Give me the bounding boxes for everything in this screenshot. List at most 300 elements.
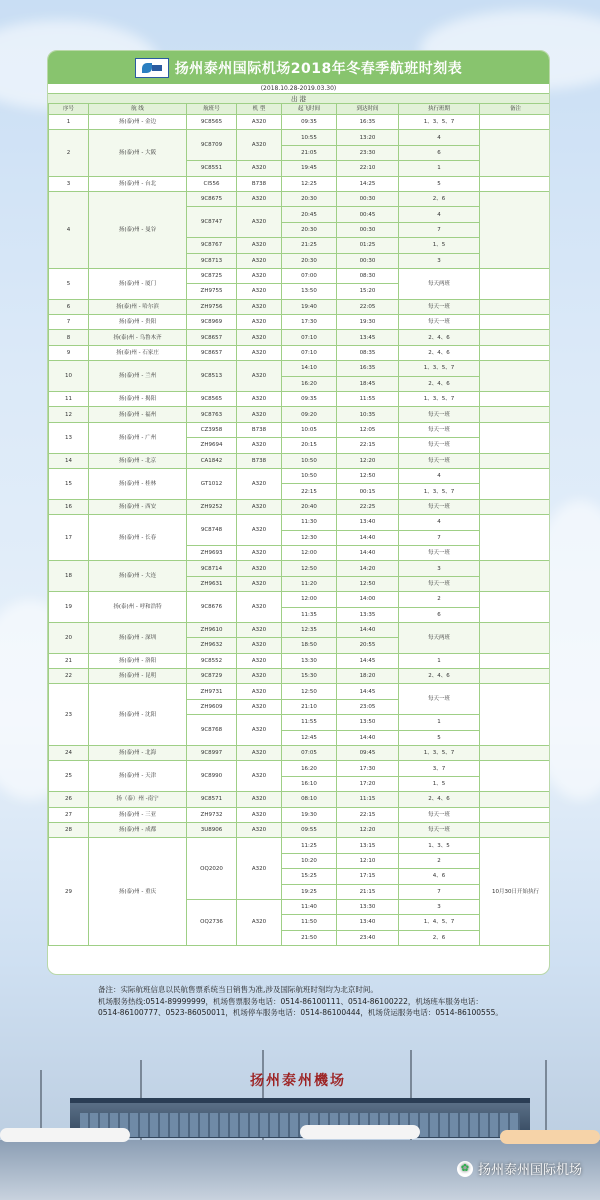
departure-time-cell: 16:10 xyxy=(282,776,337,791)
table-row xyxy=(49,499,551,514)
departure-time-cell: 20:30 xyxy=(282,222,337,237)
flight-table xyxy=(48,103,550,946)
flight-number-cell: 9C8729 xyxy=(187,669,237,684)
remarks-cell xyxy=(480,315,551,330)
flight-number-cell: ZH9731 xyxy=(187,684,237,699)
schedule-cell: 每天一班 xyxy=(399,545,480,560)
table-row xyxy=(49,330,551,345)
aircraft-type-cell: A320 xyxy=(237,515,282,546)
row-number: 7 xyxy=(49,315,89,330)
remarks-cell xyxy=(480,499,551,514)
aircraft-type-cell: A320 xyxy=(237,161,282,176)
arrival-time-cell: 13:30 xyxy=(337,899,399,914)
schedule-cell: 每天一班 xyxy=(399,407,480,422)
schedule-cell: 每天一班 xyxy=(399,453,480,468)
schedule-cell: 2、4、6 xyxy=(399,345,480,360)
arrival-time-cell: 12:50 xyxy=(337,468,399,483)
flight-number-cell: 9C8747 xyxy=(187,207,237,238)
table-row xyxy=(49,822,551,837)
departure-time-cell: 15:30 xyxy=(282,669,337,684)
arrival-time-cell: 13:40 xyxy=(337,515,399,530)
table-row xyxy=(49,669,551,684)
schedule-cell: 1、3、5、7 xyxy=(399,115,480,130)
flight-number-cell: 9C8713 xyxy=(187,253,237,268)
departure-time-cell: 11:40 xyxy=(282,899,337,914)
route-cell: 扬(泰)州 - 成都 xyxy=(89,822,187,837)
schedule-cell: 2、6 xyxy=(399,191,480,206)
aircraft-type-cell: A320 xyxy=(237,468,282,499)
arrival-time-cell: 14:40 xyxy=(337,530,399,545)
arrival-time-cell: 11:55 xyxy=(337,392,399,407)
schedule-cell: 2、4、6 xyxy=(399,669,480,684)
flight-number-cell: 9C8725 xyxy=(187,268,237,283)
departure-time-cell: 09:35 xyxy=(282,115,337,130)
flight-number-cell: ZH9632 xyxy=(187,638,237,653)
table-row xyxy=(49,746,551,761)
departure-time-cell: 19:25 xyxy=(282,884,337,899)
table-row xyxy=(49,622,551,637)
airplane xyxy=(0,1128,130,1142)
arrival-time-cell: 00:30 xyxy=(337,222,399,237)
arrival-time-cell: 22:15 xyxy=(337,807,399,822)
departure-time-cell: 13:50 xyxy=(282,284,337,299)
flight-number-cell: 9C8709 xyxy=(187,130,237,161)
column-header: 到达时间 xyxy=(337,104,399,115)
arrival-time-cell: 16:35 xyxy=(337,115,399,130)
flight-number-cell: OQ2020 xyxy=(187,838,237,900)
route-cell: 扬(泰)州 - 昆明 xyxy=(89,669,187,684)
remarks-cell xyxy=(480,191,551,268)
departure-time-cell: 12:25 xyxy=(282,176,337,191)
schedule-cell: 6 xyxy=(399,607,480,622)
schedule-cell: 4、6 xyxy=(399,869,480,884)
aircraft-type-cell: A320 xyxy=(237,638,282,653)
flight-number-cell: ZH9631 xyxy=(187,576,237,591)
aircraft-type-cell: A320 xyxy=(237,238,282,253)
schedule-cell: 1、4、5、7 xyxy=(399,915,480,930)
schedule-cell: 每天一班 xyxy=(399,684,480,715)
route-cell: 扬(泰)州 - 广州 xyxy=(89,422,187,453)
departure-time-cell: 11:55 xyxy=(282,715,337,730)
departure-time-cell: 20:45 xyxy=(282,207,337,222)
remarks-cell xyxy=(480,330,551,345)
table-row xyxy=(49,515,551,530)
schedule-cell: 每天一班 xyxy=(399,422,480,437)
row-number: 20 xyxy=(49,622,89,653)
aircraft-type-cell: A320 xyxy=(237,699,282,714)
aircraft-type-cell: A320 xyxy=(237,361,282,392)
table-row xyxy=(49,115,551,130)
schedule-cell: 3、7 xyxy=(399,761,480,776)
flight-number-cell: 9C8571 xyxy=(187,792,237,807)
flight-number-cell: 9C8565 xyxy=(187,115,237,130)
airplane xyxy=(300,1125,420,1139)
watermark-text: 扬州泰州国际机场 xyxy=(477,1163,582,1178)
arrival-time-cell: 14:45 xyxy=(337,684,399,699)
table-row xyxy=(49,422,551,437)
schedule-cell: 每天一班 xyxy=(399,315,480,330)
row-number: 19 xyxy=(49,592,89,623)
route-cell: 扬(泰)州 - 石家庄 xyxy=(89,345,187,360)
remarks-cell xyxy=(480,115,551,130)
departure-time-cell: 18:50 xyxy=(282,638,337,653)
flight-number-cell: 3U8906 xyxy=(187,822,237,837)
schedule-cell: 3 xyxy=(399,253,480,268)
aircraft-type-cell: A320 xyxy=(237,407,282,422)
flight-number-cell: GT1012 xyxy=(187,468,237,499)
flight-number-cell: CA1842 xyxy=(187,453,237,468)
flight-number-cell: 9C8565 xyxy=(187,392,237,407)
row-number: 24 xyxy=(49,746,89,761)
departure-time-cell: 19:40 xyxy=(282,299,337,314)
route-cell: 扬(泰)州 - 贵阳 xyxy=(89,315,187,330)
aircraft-type-cell: A320 xyxy=(237,807,282,822)
arrival-time-cell: 15:20 xyxy=(337,284,399,299)
route-cell: 扬(泰)州 - 台北 xyxy=(89,176,187,191)
flight-number-cell: 9C8551 xyxy=(187,161,237,176)
arrival-time-cell: 13:50 xyxy=(337,715,399,730)
aircraft-type-cell: A320 xyxy=(237,622,282,637)
schedule-cell: 5 xyxy=(399,176,480,191)
arrival-time-cell: 22:10 xyxy=(337,161,399,176)
route-cell: 扬(泰)州 - 沈阳 xyxy=(89,684,187,746)
flight-number-cell: 9C8714 xyxy=(187,561,237,576)
departure-time-cell: 12:00 xyxy=(282,545,337,560)
table-row xyxy=(49,176,551,191)
aircraft-type-cell: A320 xyxy=(237,253,282,268)
departure-time-cell: 20:40 xyxy=(282,499,337,514)
schedule-period: (2018.10.28-2019.03.30) xyxy=(260,85,337,92)
table-row xyxy=(49,191,551,206)
remarks-cell xyxy=(480,176,551,191)
departure-time-cell: 12:30 xyxy=(282,530,337,545)
row-number: 1 xyxy=(49,115,89,130)
arrival-time-cell: 20:55 xyxy=(337,638,399,653)
arrival-time-cell: 09:45 xyxy=(337,746,399,761)
route-cell: 扬(泰)州 - 桂林 xyxy=(89,468,187,499)
departure-time-cell: 07:10 xyxy=(282,345,337,360)
flight-number-cell: CZ3958 xyxy=(187,422,237,437)
row-number: 6 xyxy=(49,299,89,314)
route-cell: 扬(泰)州 - 大连 xyxy=(89,561,187,592)
aircraft-type-cell: A320 xyxy=(237,899,282,945)
wechat-icon: ✿ xyxy=(457,1161,473,1177)
row-number: 22 xyxy=(49,669,89,684)
route-cell: 扬(泰)州 - 呼和浩特 xyxy=(89,592,187,623)
aircraft-type-cell: A320 xyxy=(237,746,282,761)
arrival-time-cell: 14:40 xyxy=(337,622,399,637)
departure-time-cell: 19:45 xyxy=(282,161,337,176)
departure-time-cell: 11:25 xyxy=(282,838,337,853)
flight-number-cell: 9C8675 xyxy=(187,191,237,206)
airplane xyxy=(500,1130,600,1144)
row-number: 13 xyxy=(49,422,89,453)
timetable-header xyxy=(48,51,549,84)
row-number: 8 xyxy=(49,330,89,345)
arrival-time-cell: 13:45 xyxy=(337,330,399,345)
schedule-cell: 1、5 xyxy=(399,238,480,253)
row-number: 14 xyxy=(49,453,89,468)
flight-number-cell: 9C8748 xyxy=(187,515,237,546)
remarks-cell xyxy=(480,592,551,623)
aircraft-type-cell: A320 xyxy=(237,392,282,407)
departure-time-cell: 10:20 xyxy=(282,853,337,868)
arrival-time-cell: 23:05 xyxy=(337,699,399,714)
table-row xyxy=(49,792,551,807)
timetable-card xyxy=(47,50,550,975)
row-number: 18 xyxy=(49,561,89,592)
arrival-time-cell: 00:30 xyxy=(337,191,399,206)
flight-number-cell: 9C8657 xyxy=(187,330,237,345)
aircraft-type-cell: A320 xyxy=(237,545,282,560)
arrival-time-cell: 17:20 xyxy=(337,776,399,791)
schedule-cell: 每天一班 xyxy=(399,822,480,837)
flight-number-cell: ZH9609 xyxy=(187,699,237,714)
departure-time-cell: 08:10 xyxy=(282,792,337,807)
flight-number-cell: CI556 xyxy=(187,176,237,191)
flight-number-cell: 9C8767 xyxy=(187,238,237,253)
departure-time-cell: 10:50 xyxy=(282,453,337,468)
flight-number-cell: 9C8763 xyxy=(187,407,237,422)
schedule-cell: 每天一班 xyxy=(399,299,480,314)
route-cell: 扬(泰)州 - 哈尔滨 xyxy=(89,299,187,314)
route-cell: 扬(泰)州 - 大阪 xyxy=(89,130,187,176)
departure-time-cell: 07:00 xyxy=(282,268,337,283)
remarks-cell xyxy=(480,422,551,453)
route-cell: 扬(泰)州 - 北海 xyxy=(89,746,187,761)
row-number: 5 xyxy=(49,268,89,299)
aircraft-type-cell: A320 xyxy=(237,576,282,591)
aircraft-type-cell: A320 xyxy=(237,191,282,206)
arrival-time-cell: 18:20 xyxy=(337,669,399,684)
route-cell: 扬(泰)州 - 深圳 xyxy=(89,622,187,653)
note-line: 机场服务热线:0514-89999999，机场售票服务电话：0514-86100111、0514-86100222，机场班车服务电话： xyxy=(98,996,483,1006)
flight-number-cell: 9C8990 xyxy=(187,761,237,792)
departure-time-cell: 09:20 xyxy=(282,407,337,422)
remarks-cell xyxy=(480,345,551,360)
row-number: 23 xyxy=(49,684,89,746)
aircraft-type-cell: A320 xyxy=(237,284,282,299)
remarks-cell xyxy=(480,299,551,314)
aircraft-type-cell: A320 xyxy=(237,115,282,130)
departure-time-cell: 10:55 xyxy=(282,130,337,145)
airport-logo xyxy=(135,58,169,78)
route-cell: 扬（泰）州 -南宁 xyxy=(89,792,187,807)
flight-number-cell: ZH9756 xyxy=(187,299,237,314)
table-row xyxy=(49,299,551,314)
table-row xyxy=(49,807,551,822)
departure-time-cell: 15:25 xyxy=(282,869,337,884)
departure-time-cell: 09:35 xyxy=(282,392,337,407)
arrival-time-cell: 13:40 xyxy=(337,915,399,930)
remarks-cell xyxy=(480,653,551,668)
aircraft-type-cell: B738 xyxy=(237,422,282,437)
column-header: 航班号 xyxy=(187,104,237,115)
remarks-cell xyxy=(480,468,551,499)
arrival-time-cell: 22:05 xyxy=(337,299,399,314)
aircraft-type-cell: A320 xyxy=(237,592,282,623)
remarks-cell xyxy=(480,684,551,746)
remarks-cell xyxy=(480,407,551,422)
row-number: 27 xyxy=(49,807,89,822)
remarks-cell xyxy=(480,761,551,792)
schedule-cell: 4 xyxy=(399,515,480,530)
arrival-time-cell: 22:15 xyxy=(337,438,399,453)
aircraft-type-cell: A320 xyxy=(237,761,282,792)
arrival-time-cell: 22:25 xyxy=(337,499,399,514)
schedule-cell: 4 xyxy=(399,468,480,483)
aircraft-type-cell: B738 xyxy=(237,453,282,468)
schedule-cell: 2、6 xyxy=(399,930,480,945)
row-number: 28 xyxy=(49,822,89,837)
arrival-time-cell: 12:10 xyxy=(337,853,399,868)
route-cell: 扬(泰)州 - 揭阳 xyxy=(89,392,187,407)
route-cell: 扬(泰)州 - 三亚 xyxy=(89,807,187,822)
column-header: 备注 xyxy=(480,104,551,115)
schedule-cell: 7 xyxy=(399,530,480,545)
flight-number-cell: ZH9732 xyxy=(187,807,237,822)
arrival-time-cell: 14:45 xyxy=(337,653,399,668)
flight-number-cell: ZH9693 xyxy=(187,545,237,560)
remarks-cell xyxy=(480,622,551,653)
flight-number-cell: ZH9610 xyxy=(187,622,237,637)
aircraft-type-cell: A320 xyxy=(237,268,282,283)
aircraft-type-cell: A320 xyxy=(237,792,282,807)
arrival-time-cell: 17:15 xyxy=(337,869,399,884)
arrival-time-cell: 08:35 xyxy=(337,345,399,360)
arrival-time-cell: 17:30 xyxy=(337,761,399,776)
schedule-cell: 每天一班 xyxy=(399,438,480,453)
flight-number-cell: 9C8997 xyxy=(187,746,237,761)
departure-time-cell: 12:50 xyxy=(282,561,337,576)
arrival-time-cell: 23:30 xyxy=(337,145,399,160)
route-cell: 扬(泰)州 - 金边 xyxy=(89,115,187,130)
table-row xyxy=(49,684,551,699)
remarks-cell xyxy=(480,561,551,592)
arrival-time-cell: 21:15 xyxy=(337,884,399,899)
aircraft-type-cell: A320 xyxy=(237,499,282,514)
row-number: 26 xyxy=(49,792,89,807)
route-cell: 扬(泰)州 - 福州 xyxy=(89,407,187,422)
departure-time-cell: 14:10 xyxy=(282,361,337,376)
arrival-time-cell: 00:45 xyxy=(337,207,399,222)
schedule-cell: 每天两班 xyxy=(399,622,480,653)
departure-time-cell: 21:05 xyxy=(282,145,337,160)
row-number: 2 xyxy=(49,130,89,176)
airport-logo-icon xyxy=(140,62,164,74)
row-number: 9 xyxy=(49,345,89,360)
schedule-cell: 每天一班 xyxy=(399,499,480,514)
departure-time-cell: 07:10 xyxy=(282,330,337,345)
row-number: 3 xyxy=(49,176,89,191)
aircraft-type-cell: A320 xyxy=(237,345,282,360)
departure-time-cell: 11:30 xyxy=(282,515,337,530)
aircraft-type-cell: A320 xyxy=(237,653,282,668)
aircraft-type-cell: B738 xyxy=(237,176,282,191)
table-row xyxy=(49,407,551,422)
departure-time-cell: 12:35 xyxy=(282,622,337,637)
departure-time-cell: 19:30 xyxy=(282,807,337,822)
departure-time-cell: 12:50 xyxy=(282,684,337,699)
flight-number-cell: 9C8552 xyxy=(187,653,237,668)
schedule-cell: 2 xyxy=(399,853,480,868)
building-sign: 扬州泰州機场 xyxy=(250,1073,346,1089)
flight-number-cell: 9C8969 xyxy=(187,315,237,330)
aircraft-type-cell: A320 xyxy=(237,130,282,161)
schedule-cell: 每天一班 xyxy=(399,576,480,591)
departure-time-cell: 13:30 xyxy=(282,653,337,668)
aircraft-type-cell: A320 xyxy=(237,669,282,684)
route-cell: 扬(泰)州 - 西安 xyxy=(89,499,187,514)
remarks-cell xyxy=(480,792,551,807)
schedule-cell: 1、3、5 xyxy=(399,838,480,853)
aircraft-type-cell: A320 xyxy=(237,561,282,576)
column-header: 执行班期 xyxy=(399,104,480,115)
flight-number-cell: 9C8657 xyxy=(187,345,237,360)
table-row xyxy=(49,561,551,576)
route-cell: 扬(泰)州 - 长春 xyxy=(89,515,187,561)
remarks-cell xyxy=(480,268,551,299)
flight-number-cell: OQ2736 xyxy=(187,899,237,945)
aircraft-type-cell: A320 xyxy=(237,315,282,330)
aircraft-type-cell: A320 xyxy=(237,838,282,900)
route-cell: 扬(泰)州 - 重庆 xyxy=(89,838,187,946)
schedule-cell: 7 xyxy=(399,884,480,899)
row-number: 15 xyxy=(49,468,89,499)
row-number: 4 xyxy=(49,191,89,268)
arrival-time-cell: 11:15 xyxy=(337,792,399,807)
departure-time-cell: 16:20 xyxy=(282,376,337,391)
schedule-cell: 1、3、5、7 xyxy=(399,746,480,761)
route-cell: 扬(泰)州 - 洛阳 xyxy=(89,653,187,668)
column-header: 机 型 xyxy=(237,104,282,115)
departure-time-cell: 11:35 xyxy=(282,607,337,622)
flight-number-cell: 9C8513 xyxy=(187,361,237,392)
aircraft-type-cell: A320 xyxy=(237,330,282,345)
aircraft-type-cell: A320 xyxy=(237,207,282,238)
table-row xyxy=(49,838,551,853)
table-row xyxy=(49,592,551,607)
schedule-cell: 1、5 xyxy=(399,776,480,791)
arrival-time-cell: 23:40 xyxy=(337,930,399,945)
table-row xyxy=(49,653,551,668)
departure-time-cell: 11:20 xyxy=(282,576,337,591)
arrival-time-cell: 14:25 xyxy=(337,176,399,191)
table-header-row xyxy=(49,104,551,115)
schedule-cell: 1 xyxy=(399,653,480,668)
remarks-cell xyxy=(480,130,551,176)
schedule-cell: 3 xyxy=(399,899,480,914)
remarks-cell: 10月30日开始执行 xyxy=(480,838,551,946)
aircraft-type-cell: A320 xyxy=(237,715,282,746)
schedule-cell: 1 xyxy=(399,161,480,176)
departure-time-cell: 21:50 xyxy=(282,930,337,945)
arrival-time-cell: 13:35 xyxy=(337,607,399,622)
route-cell: 扬(泰)州 - 乌鲁木齐 xyxy=(89,330,187,345)
flight-number-cell: ZH9755 xyxy=(187,284,237,299)
schedule-cell: 每天一班 xyxy=(399,807,480,822)
route-cell: 扬(泰)州 - 曼谷 xyxy=(89,191,187,268)
aircraft-type-cell: A320 xyxy=(237,299,282,314)
schedule-cell: 4 xyxy=(399,207,480,222)
departure-time-cell: 07:05 xyxy=(282,746,337,761)
arrival-time-cell: 14:20 xyxy=(337,561,399,576)
flight-number-cell: 9C8676 xyxy=(187,592,237,623)
schedule-cell: 1、3、5、7 xyxy=(399,392,480,407)
row-number: 16 xyxy=(49,499,89,514)
watermark xyxy=(457,1159,582,1178)
aircraft-type-cell: A320 xyxy=(237,684,282,699)
